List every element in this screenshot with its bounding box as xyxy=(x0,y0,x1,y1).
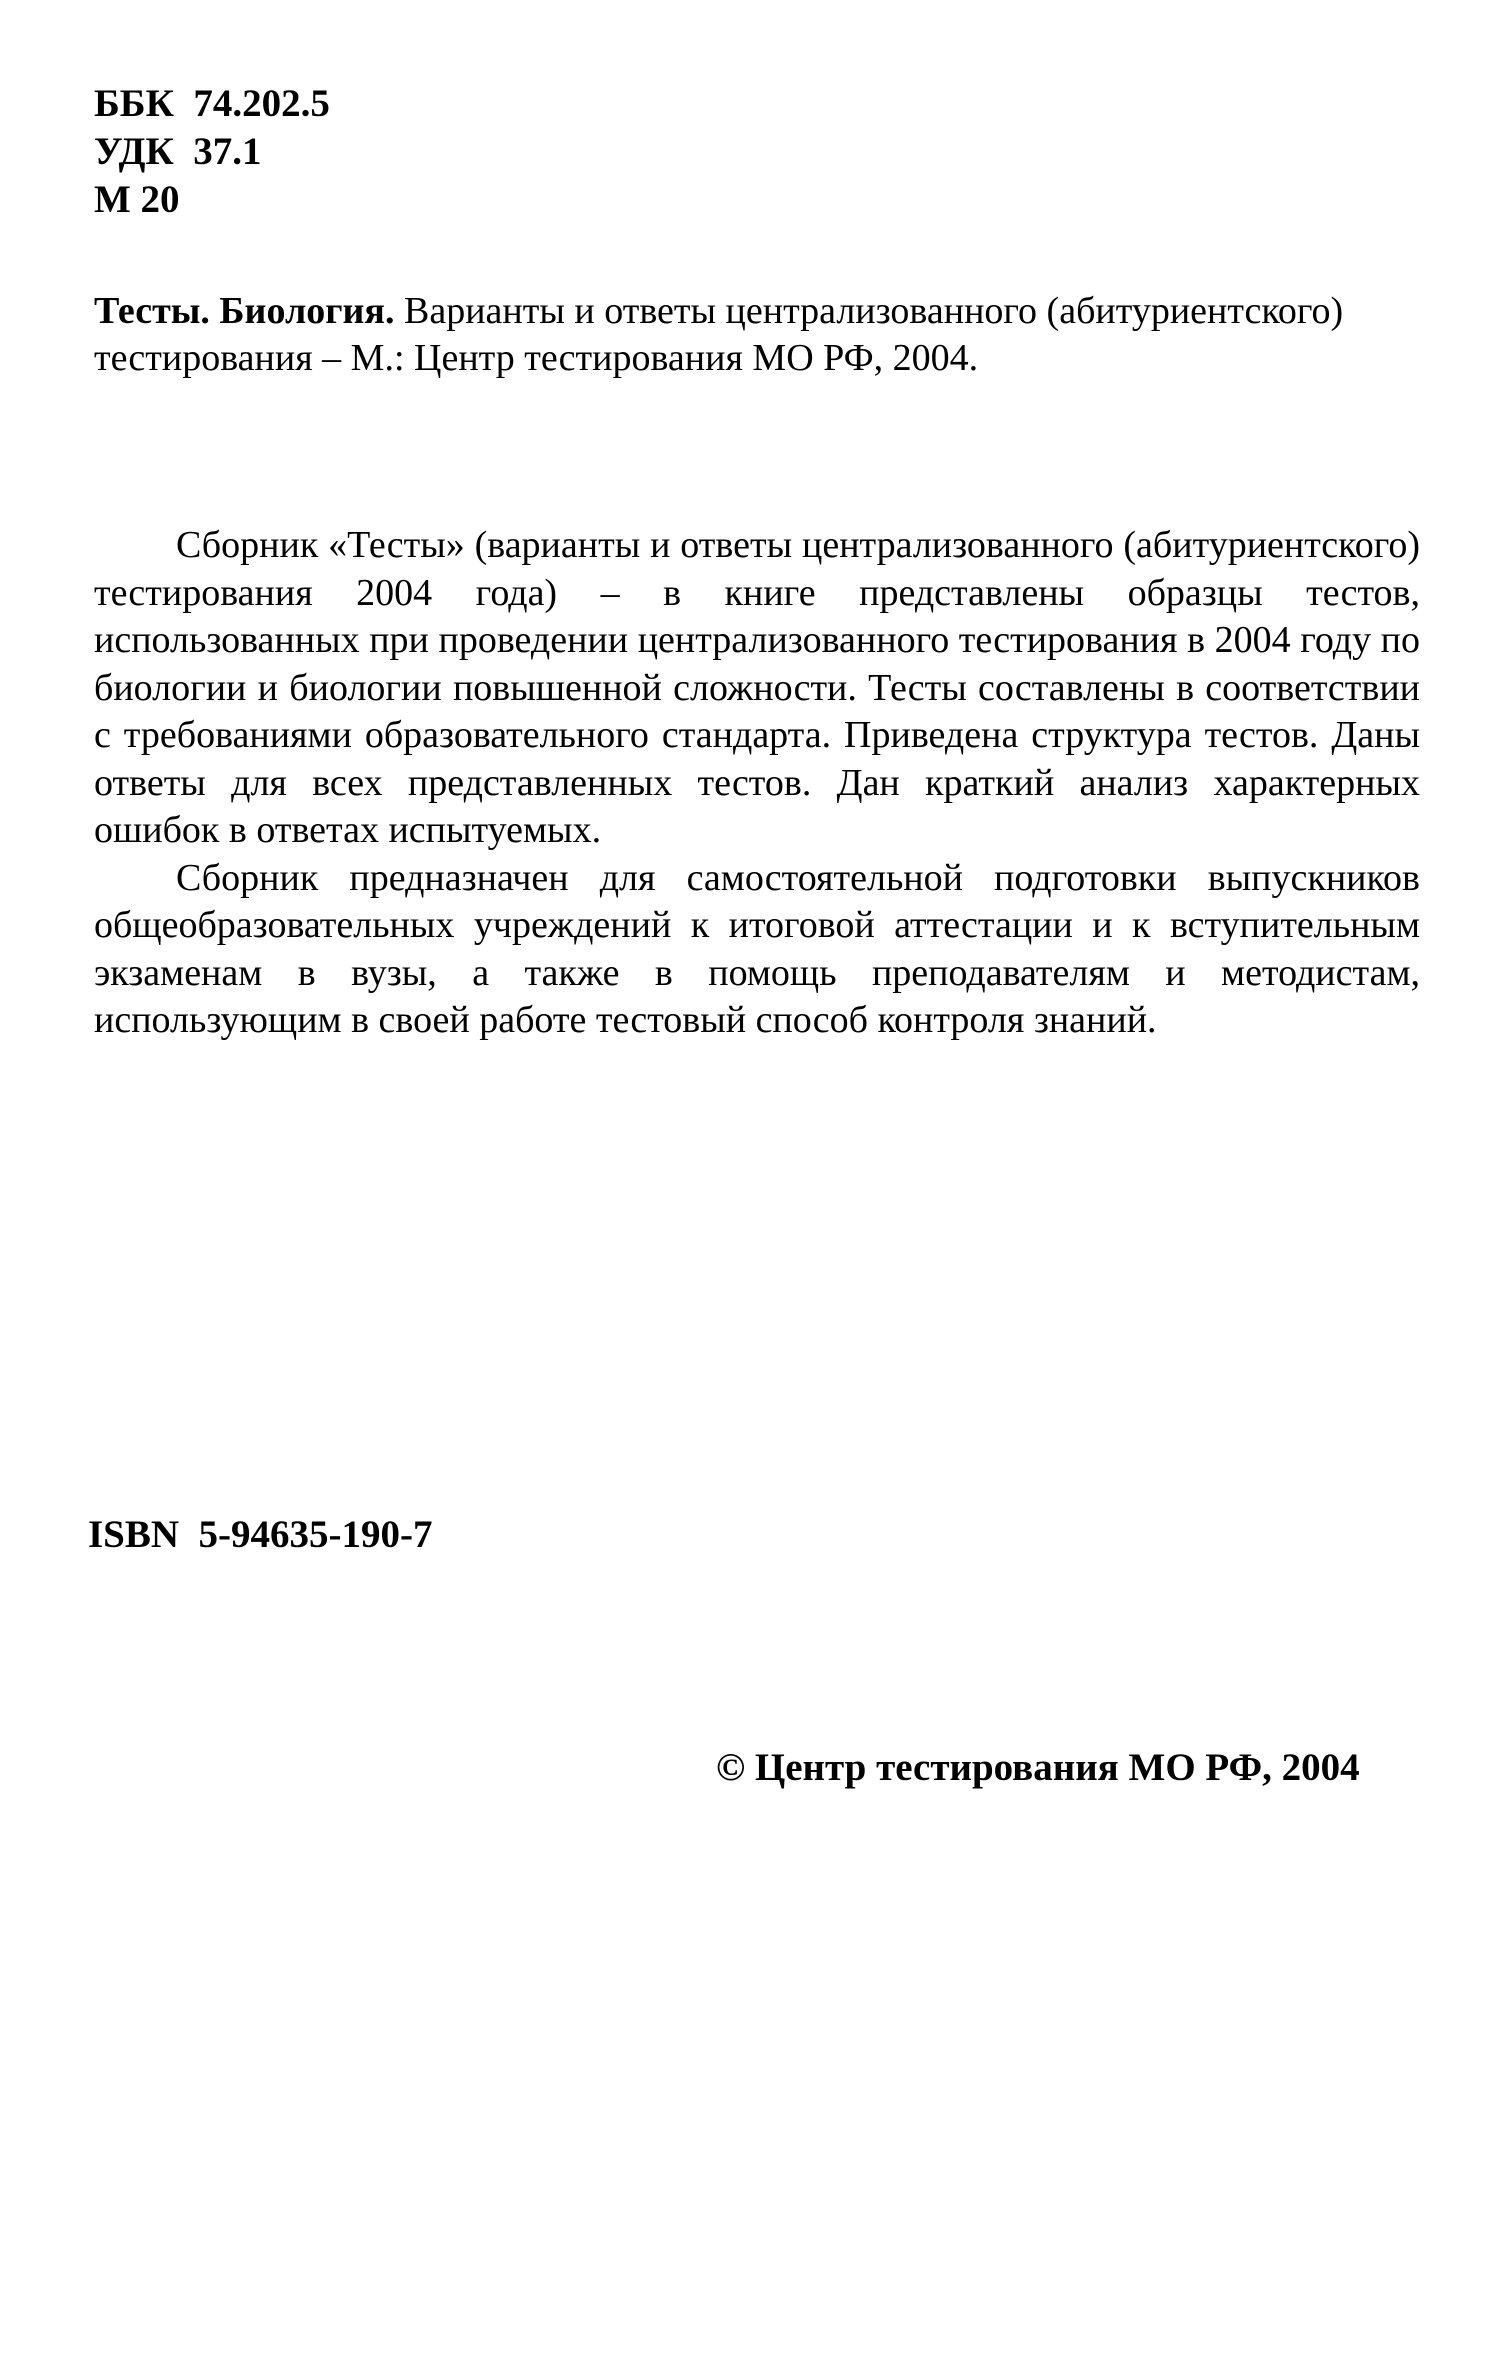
book-description: Варианты и ответы централизованного (абитуриентского) тестирования – М.: Центр тестирования МО РФ, 2004. xyxy=(94,290,1344,379)
book-title: Тесты. Биология. xyxy=(94,290,395,332)
abstract-paragraph: Сборник предназначен для самостоятельной подготовки выпускников общеобразовательных учреждений к итоговой аттестации и к вступительным экзаменам в вузы, а также в помощь преподавателям и методистам, использующим в своей работе тестовый способ контроля знаний. xyxy=(94,856,1420,1041)
udk-code: УДК 37.1 xyxy=(94,130,262,173)
bbk-code: ББК 74.202.5 xyxy=(94,82,330,125)
abstract xyxy=(94,522,1420,1045)
isbn: ISBN 5-94635-190-7 xyxy=(88,1513,433,1556)
abstract-paragraph: Сборник «Тесты» (варианты и ответы централизованного (абитуриентского) тестирования 2004 года) – в книге представлены образцы тестов, использованных при проведении централизованного тестирования в 2004 году по биологии и биологии повышенной сложности. Тесты составлены в соответствии с требованиями образовательного стандарта. Приведена структура тестов. Даны ответы для всех представленных тестов. Дан краткий анализ характерных ошибок в ответах испытуемых. xyxy=(94,524,1420,851)
author-mark: М 20 xyxy=(94,178,180,221)
classification-codes xyxy=(94,80,330,224)
copyright-notice: © Центр тестирования МО РФ, 2004 xyxy=(716,1746,1360,1789)
bibliographic-record xyxy=(94,288,1434,382)
